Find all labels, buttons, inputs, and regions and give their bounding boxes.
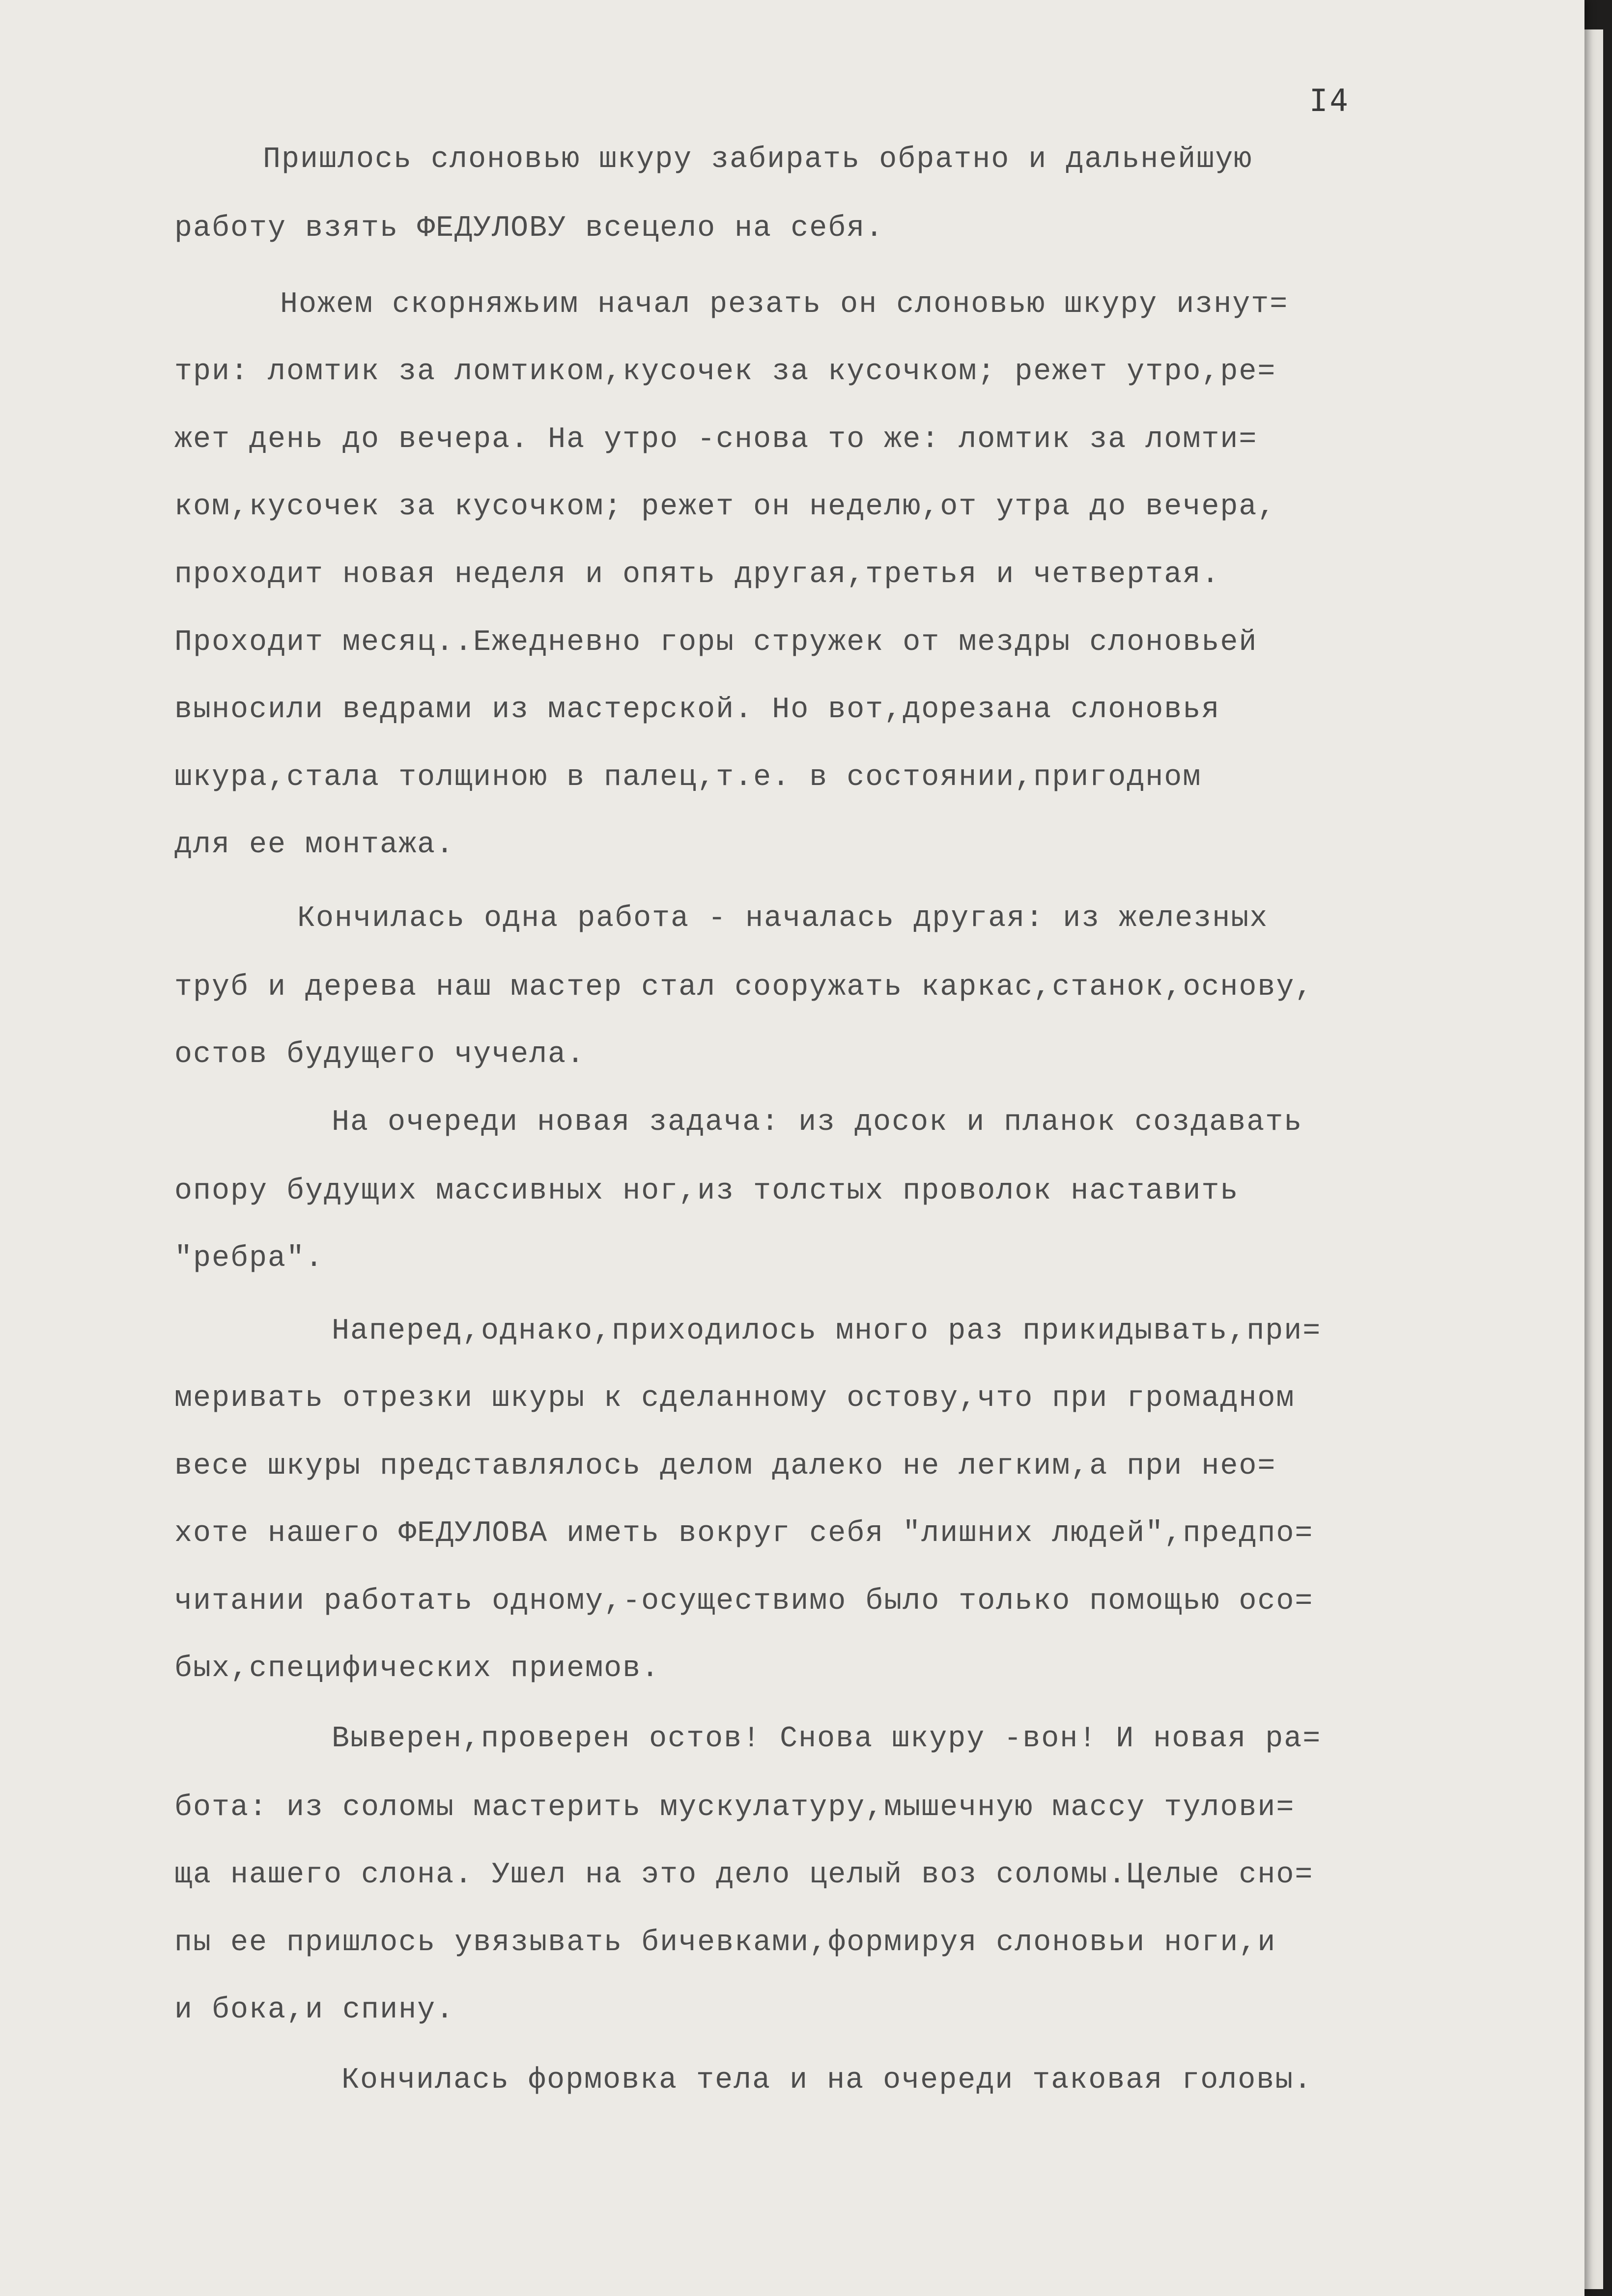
- text-line: для ее монтажа.: [174, 828, 455, 862]
- page-number: I4: [1309, 83, 1350, 118]
- text-line: Пришлось слоновью шкуру забирать обратно и дальнейшую: [263, 143, 1253, 176]
- text-line: ща нашего слона. Ушел на это дело целый воз соломы.Целые сно=: [174, 1858, 1314, 1892]
- text-line: Кончилась одна работа - началась другая: из железных: [297, 902, 1269, 935]
- text-line: На очереди новая задача: из досок и планок создавать: [332, 1106, 1303, 1139]
- text-line: и бока,и спину.: [174, 1993, 455, 2027]
- text-line: "ребра".: [174, 1242, 324, 1275]
- text-line: весе шкуры представлялось делом далеко не легким,а при нео=: [174, 1450, 1276, 1483]
- text-line: труб и дерева наш мастер стал сооружать каркас,станок,основу,: [174, 971, 1314, 1004]
- text-line: читании работать одному,-осуществимо было только помощью осо=: [174, 1585, 1314, 1618]
- text-line: шкура,стала толщиною в палец,т.е. в состоянии,пригодном: [174, 761, 1202, 794]
- text-line: Ножем скорняжьим начал резать он слоновью шкуру изнут=: [280, 288, 1289, 321]
- text-line: хоте нашего ФЕДУЛОВА иметь вокруг себя "лишних людей",предпо=: [174, 1517, 1314, 1550]
- text-line: Наперед,однако,приходилось много раз прикидывать,при=: [332, 1315, 1322, 1348]
- text-line: бота: из соломы мастерить мускулатуру,мышечную массу тулови=: [174, 1791, 1295, 1824]
- text-line: Выверен,проверен остов! Снова шкуру -вон! И новая ра=: [332, 1722, 1322, 1756]
- text-line: бых,специфических приемов.: [174, 1652, 660, 1685]
- text-line: Кончилась формовка тела и на очереди таковая головы.: [341, 2064, 1313, 2097]
- text-line: три: ломтик за ломтиком,кусочек за кусочком; режет утро,ре=: [174, 355, 1276, 389]
- text-line: меривать отрезки шкуры к сделанному остову,что при громадном: [174, 1382, 1295, 1415]
- text-line: ком,кусочек за кусочком; режет он неделю,от утра до вечера,: [174, 490, 1276, 524]
- text-line: Проходит месяц..Ежедневно горы стружек от мездры слоновьей: [174, 626, 1258, 659]
- text-line: остов будущего чучела.: [174, 1038, 586, 1071]
- text-line: проходит новая неделя и опять другая,третья и четвертая.: [174, 558, 1220, 591]
- text-line: пы ее пришлось увязывать бичевками,формируя слоновьи ноги,и: [174, 1926, 1276, 1960]
- text-line: выносили ведрами из мастерской. Но вот,дорезана слоновья: [174, 693, 1220, 727]
- text-line: опору будущих массивных ног,из толстых проволок наставить: [174, 1175, 1239, 1208]
- text-line: работу взять ФЕДУЛОВУ всецело на себя.: [174, 212, 884, 245]
- text-line: жет день до вечера. На утро -снова то же: ломтик за ломти=: [174, 423, 1258, 456]
